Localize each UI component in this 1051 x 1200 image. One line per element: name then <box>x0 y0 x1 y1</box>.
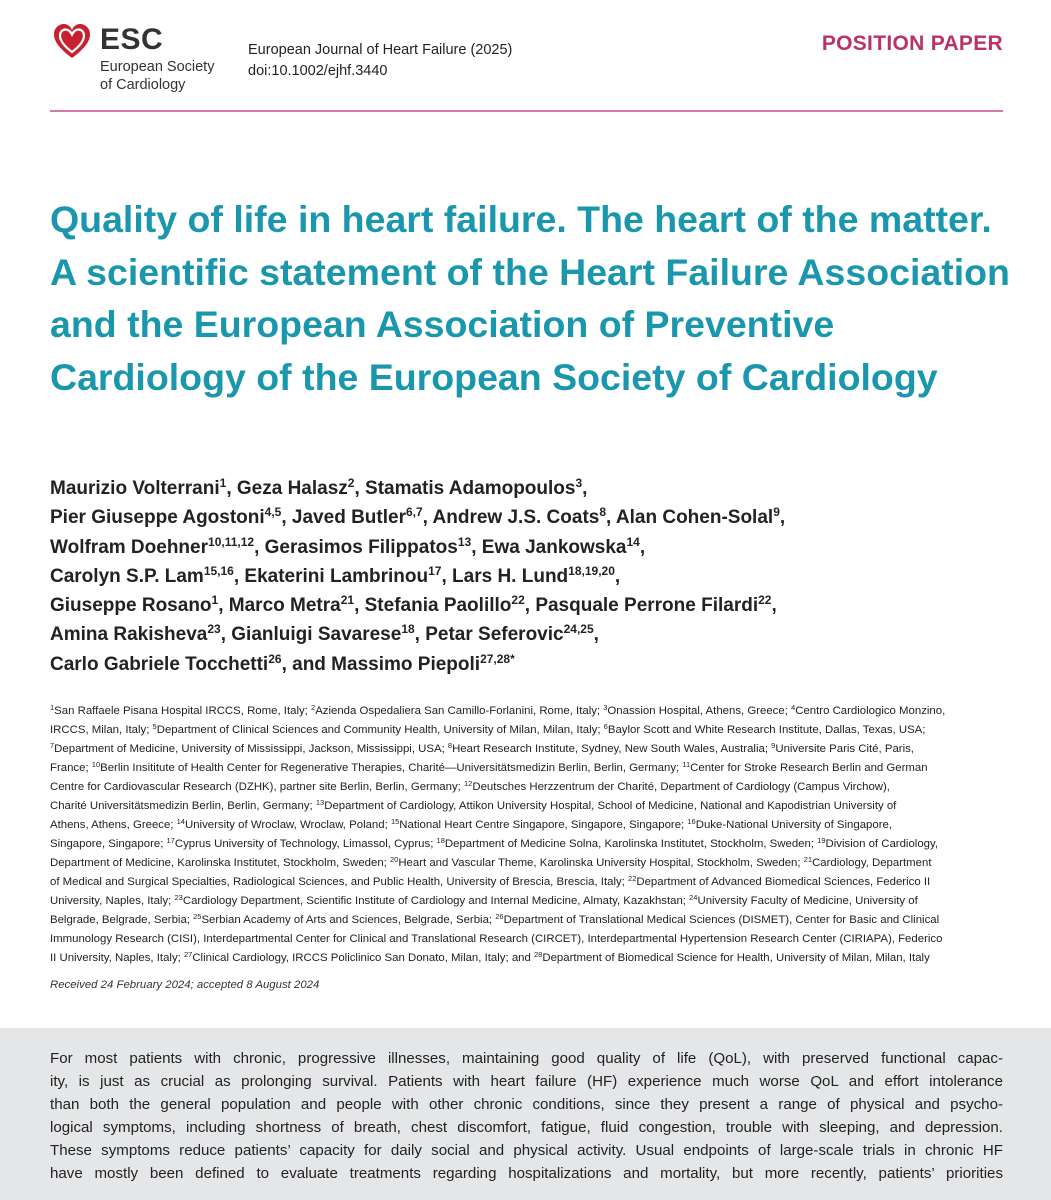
affiliation-ref: 22 <box>758 593 772 608</box>
affiliation-text: IRCCS, Milan, Italy; <box>50 724 153 736</box>
affiliation-line <box>50 854 1005 873</box>
affiliation-text: of Medical and Surgical Specialties, Radiological Sciences, and Public Health, University of Brescia, Brescia, Italy; <box>50 876 629 888</box>
affiliation-ref: 23 <box>207 622 221 637</box>
affiliation-number: 16 <box>687 817 696 826</box>
received-dates: Received 24 February 2024; accepted 8 August 2024 <box>50 979 320 991</box>
heart-logo-icon <box>52 22 92 62</box>
affiliation-ref: 27,28* <box>480 651 515 666</box>
affiliation-ref: 1 <box>211 593 219 608</box>
affiliation-ref: 18,19,20 <box>568 563 615 578</box>
affiliation-text: Center for Stroke Research Berlin and German <box>690 762 928 774</box>
header-divider <box>50 110 1003 112</box>
affiliation-ref: 10,11,12 <box>208 534 255 549</box>
author-line: Carolyn S.P. Lam$^{15,16}$, Ekaterini Lambrinou$^{17}$, Lars H. Lund$^{18,19,20}$, <box>50 563 621 587</box>
affiliation-line <box>50 721 1005 740</box>
affiliation-number: 14 <box>176 817 185 826</box>
affiliation-text: Centro Cardiologico Monzino, <box>795 705 946 717</box>
logo-subtitle-line-2: of Cardiology <box>100 77 186 93</box>
affiliation-text: National Heart Centre Singapore, Singapore, Singapore; <box>399 819 688 831</box>
affiliation-text: Cardiology Department, Scientific Institute of Cardiology and Internal Medicine, Almaty, Kazakhstan; <box>182 895 690 907</box>
affiliation-line <box>50 873 1005 892</box>
affiliation-text: Onassion Hospital, Athens, Greece; <box>607 705 792 717</box>
affiliations <box>50 702 1005 968</box>
author-name: Pasquale Perrone Filardi <box>535 595 759 617</box>
affiliation-text: Department of Cardiology, Attikon University Hospital, School of Medicine, National and Kapodistrian University of <box>324 800 897 812</box>
article-type-label: POSITION PAPER <box>821 32 1003 55</box>
affiliation-text: University, Naples, Italy; <box>50 895 175 907</box>
affiliation-text: Immunology Research (CISI), Interdepartmental Center for Clinical and Translational Research (CIRCET), Interdepartmental Hypertension Research Center (CIRIAPA), Federico <box>50 933 943 945</box>
affiliation-text: Universite Paris Cité, Paris, <box>775 743 914 755</box>
affiliation-number: 2 <box>311 703 316 712</box>
author-line: Giuseppe Rosano$^1$, Marco Metra$^{21}$, Stefania Paolillo$^{22}$, Pasquale Perrone Filardi$^{22}$, <box>50 593 777 617</box>
author-name: Stefania Paolillo <box>364 595 512 617</box>
abstract-line: logical symptoms, including shortness of breath, chest discomfort, fatigue, fluid congestion, trouble with sleeping, and depression. <box>50 1119 1003 1136</box>
affiliation-number: 25 <box>193 912 202 921</box>
author-line: Carlo Gabriele Tocchetti$^{26}$, and Massimo Piepoli$^{27,28*}$ <box>50 651 515 675</box>
author-name: and Massimo Piepoli <box>292 653 481 675</box>
journal-name: European Journal of Heart Failure (2025) <box>248 42 513 58</box>
author-name: Carolyn S.P. Lam <box>50 565 204 587</box>
affiliation-line <box>50 797 1005 816</box>
affiliation-number: 8 <box>447 741 453 750</box>
affiliation-text: Department of Medicine, University of Mississippi, Jackson, Mississippi, USA; <box>54 743 448 755</box>
affiliation-text: Department of Biomedical Science for Health, University of Milan, Milan, Italy <box>542 952 930 964</box>
affiliation-number: 17 <box>166 836 175 845</box>
affiliation-ref: 26 <box>268 651 282 666</box>
affiliation-ref: 6,7 <box>405 505 423 520</box>
author-name: Petar Seferovic <box>425 624 564 646</box>
logo-subtitle-line-1: European Society <box>100 59 215 75</box>
affiliation-line <box>50 930 1005 949</box>
affiliation-ref: 1 <box>219 476 227 490</box>
affiliation-text: Singapore, Singapore; <box>50 838 167 850</box>
journal-citation <box>248 40 512 82</box>
abstract-line: For most patients with chronic, progressive illnesses, maintaining good quality of life (QoL), with preserved functional capac- <box>50 1050 1003 1067</box>
affiliation-text: Athens, Athens, Greece; <box>50 819 177 831</box>
affiliation-ref: 4,5 <box>264 505 282 520</box>
affiliation-text: Heart Research Institute, Sydney, New South Wales, Australia; <box>452 743 772 755</box>
affiliation-text: Department of Clinical Sciences and Community Health, University of Milan, Milan, Italy; <box>156 724 604 736</box>
affiliation-ref: 2 <box>347 476 355 490</box>
affiliation-text: Cyprus University of Technology, Limassol, Cyprus; <box>174 838 437 850</box>
affiliation-number: 1 <box>50 703 55 712</box>
affiliation-ref: 3 <box>575 476 583 490</box>
journal-header <box>50 18 1003 98</box>
affiliation-text: Heart and Vascular Theme, Karolinska University Hospital, Stockholm, Sweden; <box>398 857 804 869</box>
affiliation-number: 12 <box>464 779 473 788</box>
affiliation-text: II University, Naples, Italy; <box>50 952 184 964</box>
affiliation-number: 10 <box>91 760 101 769</box>
affiliation-line <box>50 835 1005 854</box>
author-name: Ewa Jankowska <box>481 536 627 558</box>
doi-link[interactable]: doi:10.1002/ejhf.3440 <box>248 63 388 79</box>
affiliation-number: 4 <box>791 703 796 712</box>
affiliation-number: 18 <box>436 836 445 845</box>
affiliation-text: Department of Medicine, Karolinska Institutet, Stockholm, Sweden; <box>50 857 390 869</box>
affiliation-text: France; <box>50 762 92 774</box>
affiliation-number: 20 <box>389 855 399 864</box>
affiliation-ref: 8 <box>599 505 607 520</box>
affiliation-text: Azienda Ospedaliera San Camillo-Forlanini, Rome, Italy; <box>315 705 604 717</box>
affiliation-ref: 9 <box>773 505 780 520</box>
affiliation-text: Serbian Academy of Arts and Sciences, Belgrade, Serbia; <box>201 914 496 926</box>
affiliation-text: University of Wroclaw, Wroclaw, Poland; <box>184 819 391 831</box>
affiliation-ref: 15,16 <box>203 563 234 578</box>
author-line: Amina Rakisheva$^{23}$, Gianluigi Savarese$^{18}$, Petar Seferovic$^{24,25}$, <box>50 622 599 646</box>
affiliation-ref: 14 <box>626 534 640 549</box>
affiliation-number: 26 <box>495 912 504 921</box>
affiliation-text: Belgrade, Belgrade, Serbia; <box>50 914 194 926</box>
affiliation-number: 6 <box>603 722 608 731</box>
author-name: Gerasimos Filippatos <box>264 536 458 558</box>
affiliation-line <box>50 892 1005 911</box>
author-name: Geza Halasz <box>236 478 348 499</box>
affiliation-ref: 21 <box>340 593 355 608</box>
affiliation-text: Department of Advanced Biomedical Sciences, Federico II <box>636 876 931 888</box>
author-name: Andrew J.S. Coats <box>432 507 600 529</box>
abstract-line: have mostly been defined to evaluate treatments regarding hospitalizations and mortality, but more recently, patients’ priorities <box>50 1165 1003 1182</box>
affiliation-text: Department of Translational Medical Sciences (DISMET), Center for Basic and Clinical <box>503 914 940 926</box>
author-name: Carlo Gabriele Tocchetti <box>50 653 269 675</box>
affiliation-ref: 13 <box>457 534 472 549</box>
affiliation-number: 21 <box>803 855 813 864</box>
affiliation-text: Duke-National University of Singapore, <box>695 819 893 831</box>
affiliation-text: San Raffaele Pisana Hospital IRCCS, Rome, Italy; <box>54 705 312 717</box>
affiliation-number: 11 <box>682 760 691 769</box>
affiliation-number: 7 <box>50 741 55 750</box>
affiliation-text: Charité Universitätsmedizin Berlin, Berlin, Germany; <box>50 800 316 812</box>
author-name: Gianluigi Savarese <box>231 624 402 646</box>
affiliation-number: 19 <box>817 836 826 845</box>
abstract-panel <box>0 1028 1051 1200</box>
author-name: Javed Butler <box>291 507 406 529</box>
affiliation-number: 23 <box>174 893 183 902</box>
author-name: Giuseppe Rosano <box>50 595 212 617</box>
author-line: Pier Giuseppe Agostoni$^{4,5}$, Javed Butler$^{6,7}$, Andrew J.S. Coats$^8$, Alan Cohen-Solal$^9$, <box>50 505 786 529</box>
affiliation-text: University Faculty of Medicine, University of <box>697 895 918 907</box>
affiliation-text: Centre for Cardiovascular Research (DZHK), partner site Berlin, Berlin, Germany; <box>50 781 465 793</box>
abstract-line: These symptoms reduce patients’ capacity for daily social and physical activity. Usual endpoints of large-scale trials in chronic HF <box>50 1142 1003 1159</box>
author-name: Maurizio Volterrani <box>50 478 220 499</box>
affiliation-number: 13 <box>315 798 325 807</box>
author-name: Alan Cohen-Solal <box>615 507 774 529</box>
author-list <box>50 474 1010 679</box>
affiliation-text: Division of Cardiology, <box>825 838 939 850</box>
affiliation-text: Cardiology, Department <box>812 857 932 869</box>
affiliation-number: 15 <box>390 817 400 826</box>
affiliation-text: Berlin Insititute of Health Center for Regenerative Therapies, Charité—Universitätsmedizin Berlin, Berlin, Germany; <box>100 762 683 774</box>
author-name: Stamatis Adamopoulos <box>365 478 576 499</box>
affiliation-number: 24 <box>689 893 698 902</box>
affiliation-number: 28 <box>534 950 543 959</box>
author-name: Amina Rakisheva <box>50 624 208 646</box>
author-line: Maurizio Volterrani$^1$, Geza Halasz$^2$, Stamatis Adamopoulos$^3$, <box>50 476 588 499</box>
affiliation-line <box>50 759 1005 778</box>
abstract-line: ity, is just as crucial as prolonging survival. Patients with heart failure (HF) experience much worse QoL and effort intolerance <box>50 1073 1003 1090</box>
affiliation-number: 3 <box>603 703 608 712</box>
affiliation-line <box>50 816 1005 835</box>
affiliation-text: Deutsches Herzzentrum der Charité, Department of Cardiology (Campus Virchow), <box>472 781 890 793</box>
affiliation-text: Department of Medicine Solna, Karolinska Institutet, Stockholm, Sweden; <box>444 838 818 850</box>
author-name: Wolfram Doehner <box>50 536 209 558</box>
affiliation-number: 5 <box>152 722 157 731</box>
affiliation-line <box>50 911 1005 930</box>
affiliation-text: Baylor Scott and White Research Institute, Dallas, Texas, USA; <box>607 724 926 736</box>
affiliation-number: 27 <box>183 950 193 959</box>
affiliation-text: Clinical Cardiology, IRCCS Policlinico San Donato, Milan, Italy; and <box>192 952 534 964</box>
affiliation-line <box>50 778 1005 797</box>
article-title: Quality of life in heart failure. The heart of the matter. A scientific statement of the Heart Failure Association and the European Association of Preventive Cardiology of the European Society of Cardiology <box>50 198 1010 398</box>
abstract-text <box>50 1047 1003 1185</box>
affiliation-line <box>50 740 1005 759</box>
author-line: Wolfram Doehner$^{10,11,12}$, Gerasimos Filippatos$^{13}$, Ewa Jankowska$^{14}$, <box>50 534 646 558</box>
author-name: Marco Metra <box>228 595 341 617</box>
author-name: Ekaterini Lambrinou <box>244 565 429 587</box>
affiliation-ref: 22 <box>511 593 525 608</box>
affiliation-ref: 17 <box>428 563 442 578</box>
affiliation-line <box>50 949 1005 968</box>
abstract-line: than both the general population and people with other chronic conditions, since they present a range of physical and psycho- <box>50 1096 1003 1113</box>
affiliation-number: 22 <box>628 874 637 883</box>
affiliation-ref: 18 <box>401 622 415 637</box>
affiliation-line <box>50 702 1005 721</box>
esc-logo[interactable] <box>50 18 250 98</box>
logo-wordmark: ESC <box>100 23 164 56</box>
affiliation-number: 9 <box>771 741 776 750</box>
author-name: Lars H. Lund <box>452 565 569 587</box>
affiliation-ref: 24,25 <box>563 622 594 637</box>
logo-subtitle <box>100 58 214 94</box>
author-name: Pier Giuseppe Agostoni <box>50 507 265 529</box>
